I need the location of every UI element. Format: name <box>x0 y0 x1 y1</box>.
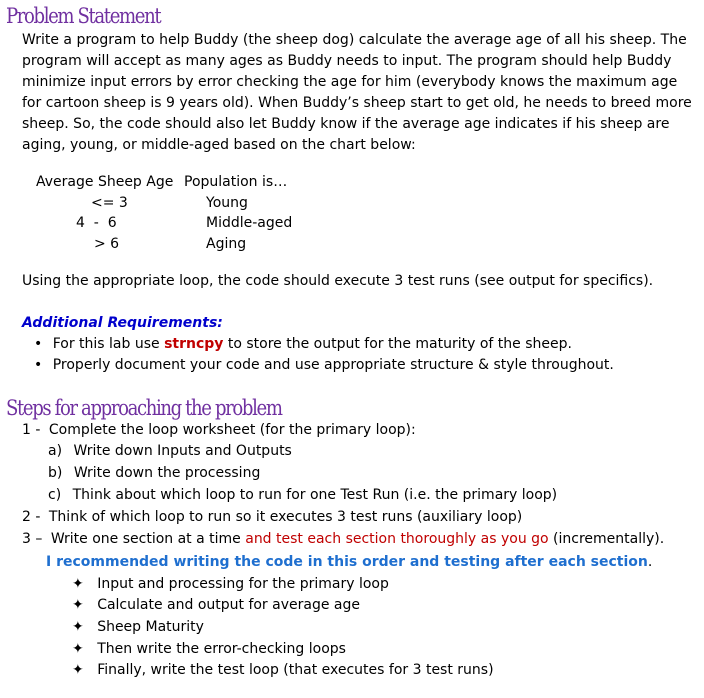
substep-label: a) <box>48 443 63 459</box>
table-row <box>36 234 292 255</box>
requirement-item: • Properly document your code and use appropriate structure & style throughout. <box>34 357 614 373</box>
table-row <box>36 193 292 214</box>
table-cell-age: <= 3 <box>91 194 128 211</box>
order-item: ✦ Sheep Maturity <box>72 619 204 635</box>
substep-label: c) <box>48 487 62 503</box>
table-header-population: Population is… <box>184 174 288 190</box>
step-number: 2 - <box>22 509 41 525</box>
problem-paragraph: Write a program to help Buddy (the sheep dog) calculate the average age of all his sheep. The program will accept as many ages as Buddy needs to input. The program should help Buddy minimize input errors by error checking the age for him (everybody knows the maximum age for cartoon sheep is 9 years old). When Buddy’s sheep start to get old, he needs to breed more sheep. So, the code should also let Buddy know if the average age indicates if his sheep are aging, young, or middle-aged based on the chart below: <box>22 32 692 153</box>
requirement-item: • For this lab use strncpy to store the output for the maturity of the sheep. <box>34 336 572 352</box>
star-icon: ✦ <box>72 619 84 635</box>
table-cell-population: Young <box>206 194 248 211</box>
star-icon: ✦ <box>72 662 84 678</box>
order-item: ✦ Then write the error-checking loops <box>72 641 346 657</box>
substep-item: a) Write down Inputs and Outputs <box>48 443 292 459</box>
star-icon: ✦ <box>72 641 84 657</box>
substep-label: b) <box>48 465 63 481</box>
substep-item: b) Write down the processing <box>48 465 261 481</box>
bullet-icon: • <box>34 357 43 373</box>
step-item: 1 - Complete the loop worksheet (for the primary loop): <box>22 422 416 438</box>
table-cell-population: Middle-aged <box>206 215 293 231</box>
table-cell-age: 4 - 6 <box>76 215 117 231</box>
bullet-icon: • <box>34 336 43 352</box>
recommendation-note: I recommended writing the code in this order and testing after each section. <box>46 554 653 570</box>
steps-heading: Steps for approaching the problem <box>6 396 282 420</box>
order-item: ✦ Input and processing for the primary loop <box>72 576 389 592</box>
order-item: ✦ Finally, write the test loop (that executes for 3 test runs) <box>72 662 494 678</box>
substep-item: c) Think about which loop to run for one Test Run (i.e. the primary loop) <box>48 487 558 503</box>
step-item: 3 – Write one section at a time and test each section thoroughly as you go (incrementally). <box>22 531 665 547</box>
strncpy-keyword: strncpy <box>164 336 224 352</box>
order-item: ✦ Calculate and output for average age <box>72 597 360 613</box>
step-number: 3 – <box>22 531 43 547</box>
test-incrementally-text: and test each section thoroughly as you go <box>245 531 549 547</box>
step-number: 1 - <box>22 422 41 438</box>
star-icon: ✦ <box>72 597 84 613</box>
step-item: 2 - Think of which loop to run so it executes 3 test runs (auxiliary loop) <box>22 509 523 525</box>
loop-note: Using the appropriate loop, the code should execute 3 test runs (see output for specifics). <box>22 273 654 289</box>
table-cell-age: > 6 <box>94 235 120 252</box>
additional-requirements-heading: Additional Requirements: <box>22 315 223 331</box>
table-row <box>36 213 292 234</box>
star-icon: ✦ <box>72 576 84 592</box>
table-cell-population: Aging <box>206 235 247 252</box>
table-header-age: Average Sheep Age <box>36 174 174 190</box>
problem-statement-heading: Problem Statement <box>6 4 161 28</box>
sheep-age-table <box>36 172 292 254</box>
